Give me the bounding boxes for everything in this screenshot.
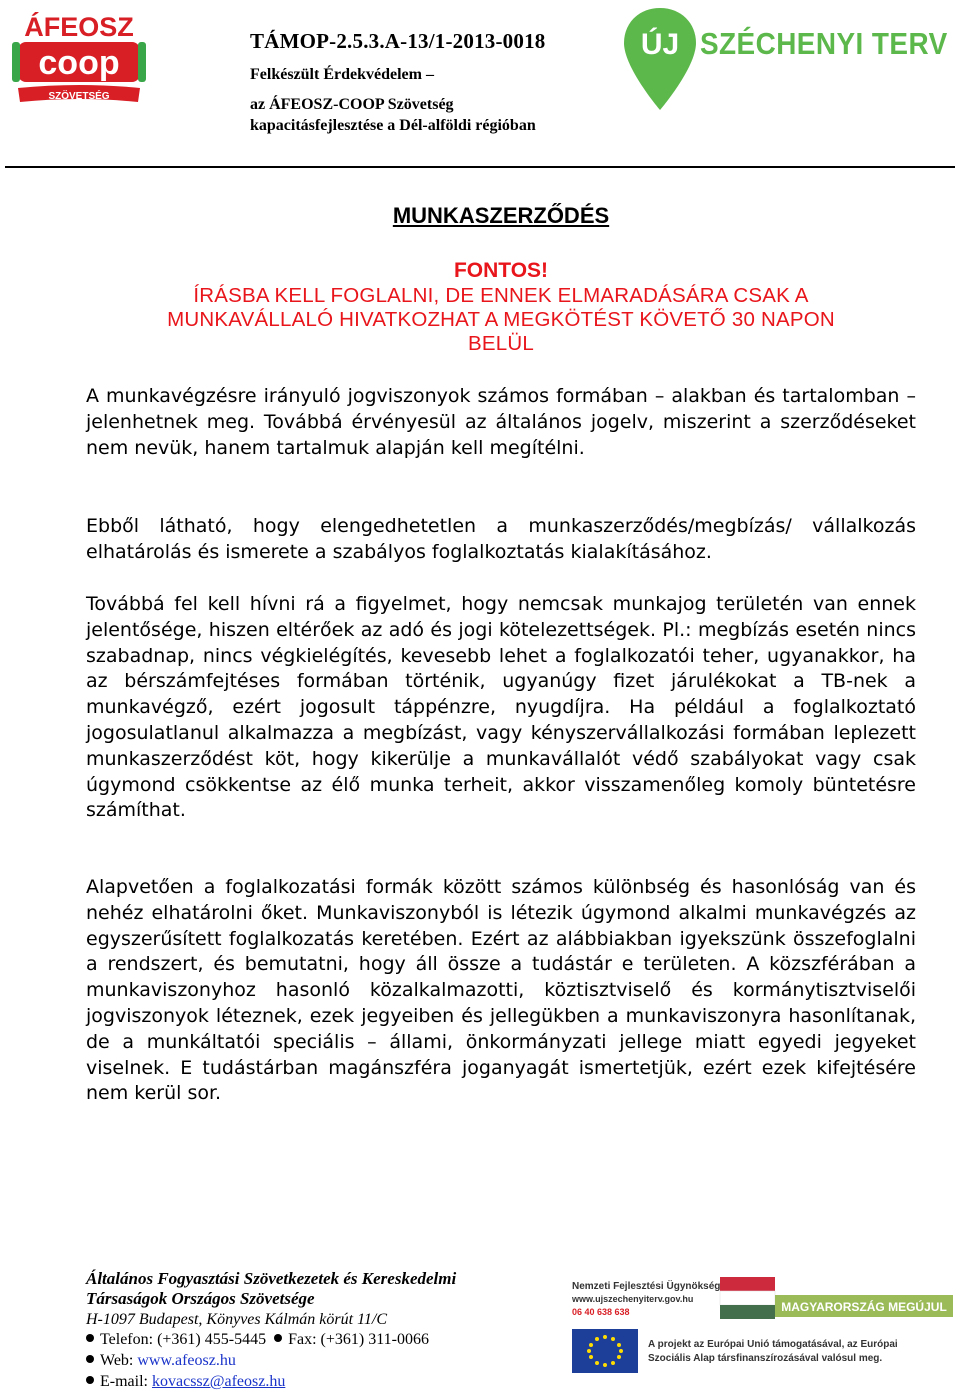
paragraph-1 [86,384,916,461]
paragraph-4-text: Alapvetően a foglalkozatási formák között számos különbség és hasonlóság van és nehéz elhatárolni őket. Munkaviszonyból is létezik úgymond alkalmi munkavégzés az egyszerűsített foglalkozatás keretében. Ezért az alábbiakban igyekszünk összefoglalni a rendszert, és bemutatni, hogy áll össze a tudástár e területen. A közszférában a munkaviszonyhoz hasonló közalkalmazotti, köztisztviselő és kormánytisztviselői jogviszonyok léteznek, ezek jegyeiben és jellegükben a munkaviszonyra hasonlítanak, de a munkáltatói speciális – állami, önkormányzati jellege miatt egyedi jegyeket viselnek. E tudástárban magánszféra joganyagát ismertetjük, ezért ezek kifejtésére nem kerül sor. [86,876,916,1105]
afeosz-logo-top-text: ÁFEOSZ [24,12,134,42]
footer-email-label: E-mail: [100,1373,148,1390]
szechenyi-badge-text: ÚJ [640,28,680,61]
footer-organization [86,1269,456,1309]
header-divider [5,166,955,168]
project-info [250,28,545,136]
eu-stars-icon [572,1329,638,1373]
footer-org-line-1: Általános Fogyasztási Szövetkezetek és Kereskedelmi [86,1269,457,1288]
document-title-text: MUNKASZERZŐDÉS [392,203,610,228]
footer-web-link[interactable]: www.afeosz.hu [137,1352,236,1369]
footer-email-link[interactable]: kovacssz@afeosz.hu [151,1373,286,1390]
szechenyi-terv-text: SZÉCHENYI TERV [700,26,948,61]
paragraph-4 [86,875,916,1107]
project-line-3: kapacitásfejlesztése a Dél-alföldi régióban [250,117,536,134]
document-title [0,203,960,229]
footer-phone: Telefon: (+361) 455-5445 [100,1331,267,1348]
paragraph-3 [86,592,916,824]
afeosz-logo-bottom-text: SZÖVETSÉG [48,91,110,102]
banner-text: MAGYARORSZÁG MEGÚJUL [781,1300,947,1314]
paragraph-2-text: Ebből látható, hogy elengedhetetlen a munkaszerződés/megbízás/ vállalkozás elhatárolás és ismerete a szabályos foglalkoztatás kialakításához. [86,515,916,563]
footer-web [86,1351,236,1371]
paragraph-2 [86,514,916,566]
project-line-2: az ÁFEOSZ-COOP Szövetség [250,96,454,113]
nfu-web: www.ujszechenyiterv.gov.hu [572,1294,694,1304]
nfu-phone: 06 40 638 638 [572,1307,630,1317]
footer-fax: Fax: (+361) 311-0066 [288,1331,429,1348]
project-line-1: Felkészült Érdekvédelem – [250,66,434,83]
footer-web-label: Web: [100,1352,134,1369]
warning-line-2: MUNKAVÁLLALÓ HIVATKOZHAT A MEGKÖTÉST KÖVETŐ 30 NAPON [167,308,835,331]
hungarian-flag-icon [720,1277,775,1319]
paragraph-3-text: Továbbá fel kell hívni rá a figyelmet, hogy nemcsak munkajog területén van ennek jelentősége, hiszen eltérőek az adó és jogi kötelezettségek. Pl.: megbízás esetén nincs szabadnap, nincs végkielégítés, kevesebb lehet a foglalkozatói teher, ugyanakkor, ha az bérszámfejtéses formában történik, ugyanúgy fizet járulékokat a TB-nek a munkavégző, ezért jogosult táppénzre, nyugdíjra. Ha például a foglalkoztató jogosulatlanul alkalmazza a megbízást, vagy kényszervállalkozási formában leplezett munkaszerződést köt, hogy kikerülje a munkavállalót védő szabályokat vagy csak úgymond csökkentse az élő munka terheit, akkor visszamenőleg komoly büntetésre számíthat. [86,593,916,822]
footer-email [86,1372,285,1392]
eu-text-line-2: Szociális Alap társfinanszírozásával valósul meg. [648,1353,883,1364]
footer-address: H-1097 Budapest, Könyves Kálmán körút 11/C [86,1311,388,1328]
afeosz-logo-main-text: coop [38,44,120,82]
bullet-icon [86,1334,94,1342]
paragraph-1-text: A munkavégzésre irányuló jogviszonyok számos formában – alakban és tartalomban – jelenhetnek meg. Továbbá érvényesül az általános jogelv, miszerint a szerződéseket nem nevük, hanem tartalmuk alapján kell megítélni. [86,385,916,459]
footer-phone-fax [86,1330,429,1350]
warning-label: FONTOS! [453,259,549,282]
nfu-eu-logo-block [570,1277,955,1387]
bullet-icon [86,1355,94,1363]
warning-line-3: BELÜL [468,332,534,355]
warning-text [0,284,960,356]
afeosz-coop-logo [10,10,148,110]
footer-org-line-2: Társaságok Országos Szövetsége [86,1289,315,1308]
eu-text-line-1: A projekt az Európai Unió támogatásával, az Európai [648,1339,898,1350]
bullet-icon [274,1334,282,1342]
project-code: TÁMOP-2.5.3.A-13/1-2013-0018 [250,29,546,53]
nfu-name: Nemzeti Fejlesztési Ügynökség [572,1281,721,1292]
bullet-icon [86,1376,94,1384]
warning-line-1: ÍRÁSBA KELL FOGLALNI, DE ENNEK ELMARADÁSÁRA CSAK A [193,284,809,307]
